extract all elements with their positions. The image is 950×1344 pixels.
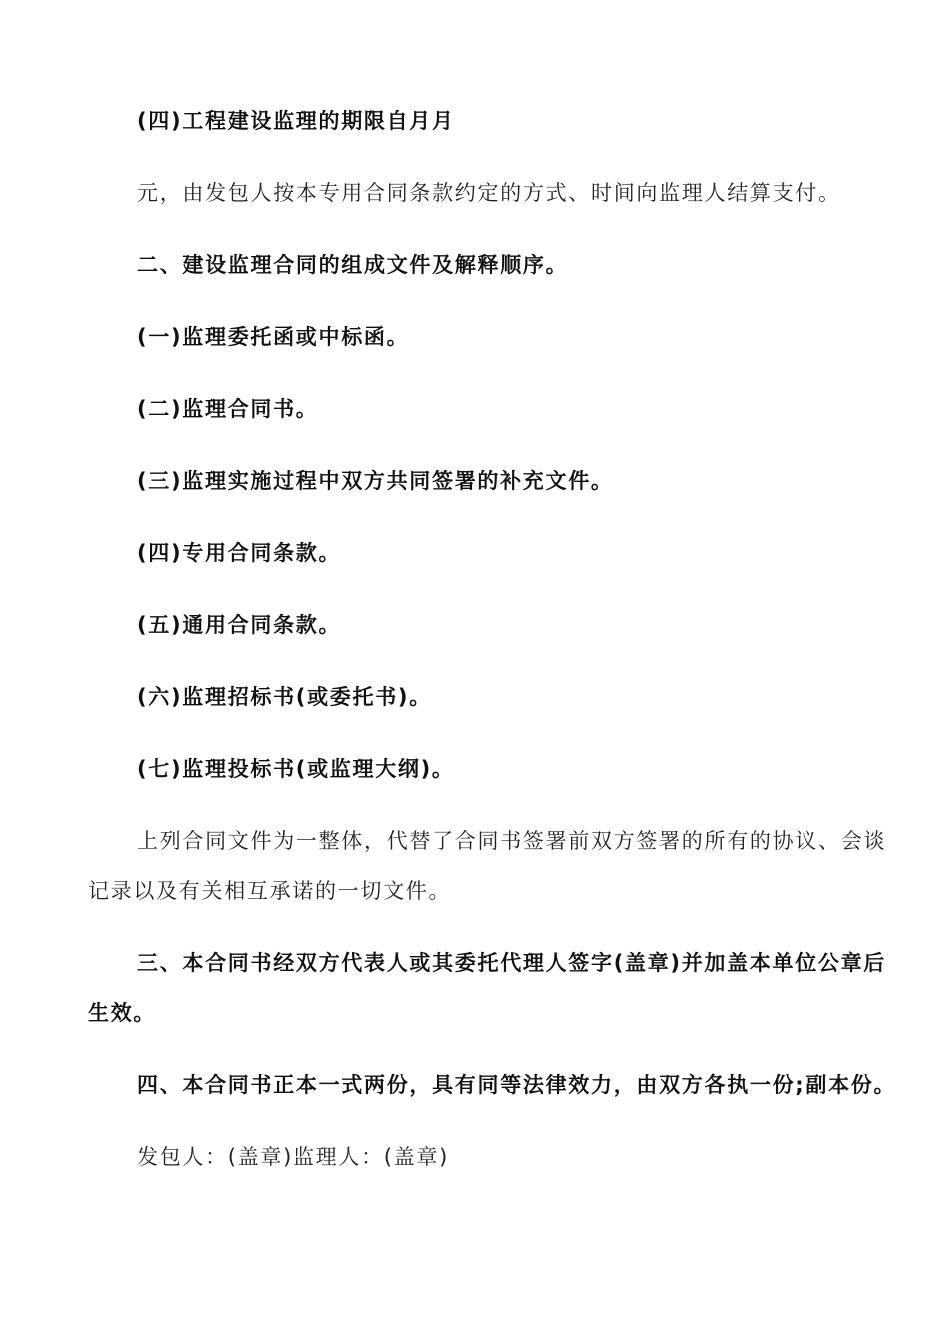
section-2-heading: 二、建设监理合同的组成文件及解释顺序。 (137, 253, 569, 277)
signature-line: 发包人：(盖章)监理人：(盖章) (137, 1145, 449, 1169)
section-3-line-2: 生效。 (88, 1001, 157, 1025)
payment-text: 元，由发包人按本专用合同条款约定的方式、时间向监理人结算支付。 (137, 181, 841, 205)
doc-item-7: (七)监理投标书(或监理大纲)。 (137, 757, 455, 781)
clause-4-term: (四)工程建设监理的期限自月月 (137, 109, 455, 133)
section-3-line-1: 三、本合同书经双方代表人或其委托代理人签字(盖章)并加盖本单位公章后 (137, 951, 886, 975)
section-4-text: 四、本合同书正本一式两份，具有同等法律效力，由双方各执一份;副本份。 (137, 1073, 897, 1097)
doc-item-4: (四)专用合同条款。 (137, 541, 342, 565)
paragraph-line-1: 上列合同文件为一整体，代替了合同书签署前双方签署的所有的协议、会谈 (137, 829, 887, 853)
paragraph-line-2: 记录以及有关相互承诺的一切文件。 (88, 879, 452, 903)
doc-item-5: (五)通用合同条款。 (137, 613, 342, 637)
doc-item-2: (二)监理合同书。 (137, 397, 319, 421)
doc-item-3: (三)监理实施过程中双方共同签署的补充文件。 (137, 469, 614, 493)
doc-item-1: (一)监理委托函或中标函。 (137, 325, 410, 349)
doc-item-6: (六)监理招标书(或委托书)。 (137, 685, 432, 709)
